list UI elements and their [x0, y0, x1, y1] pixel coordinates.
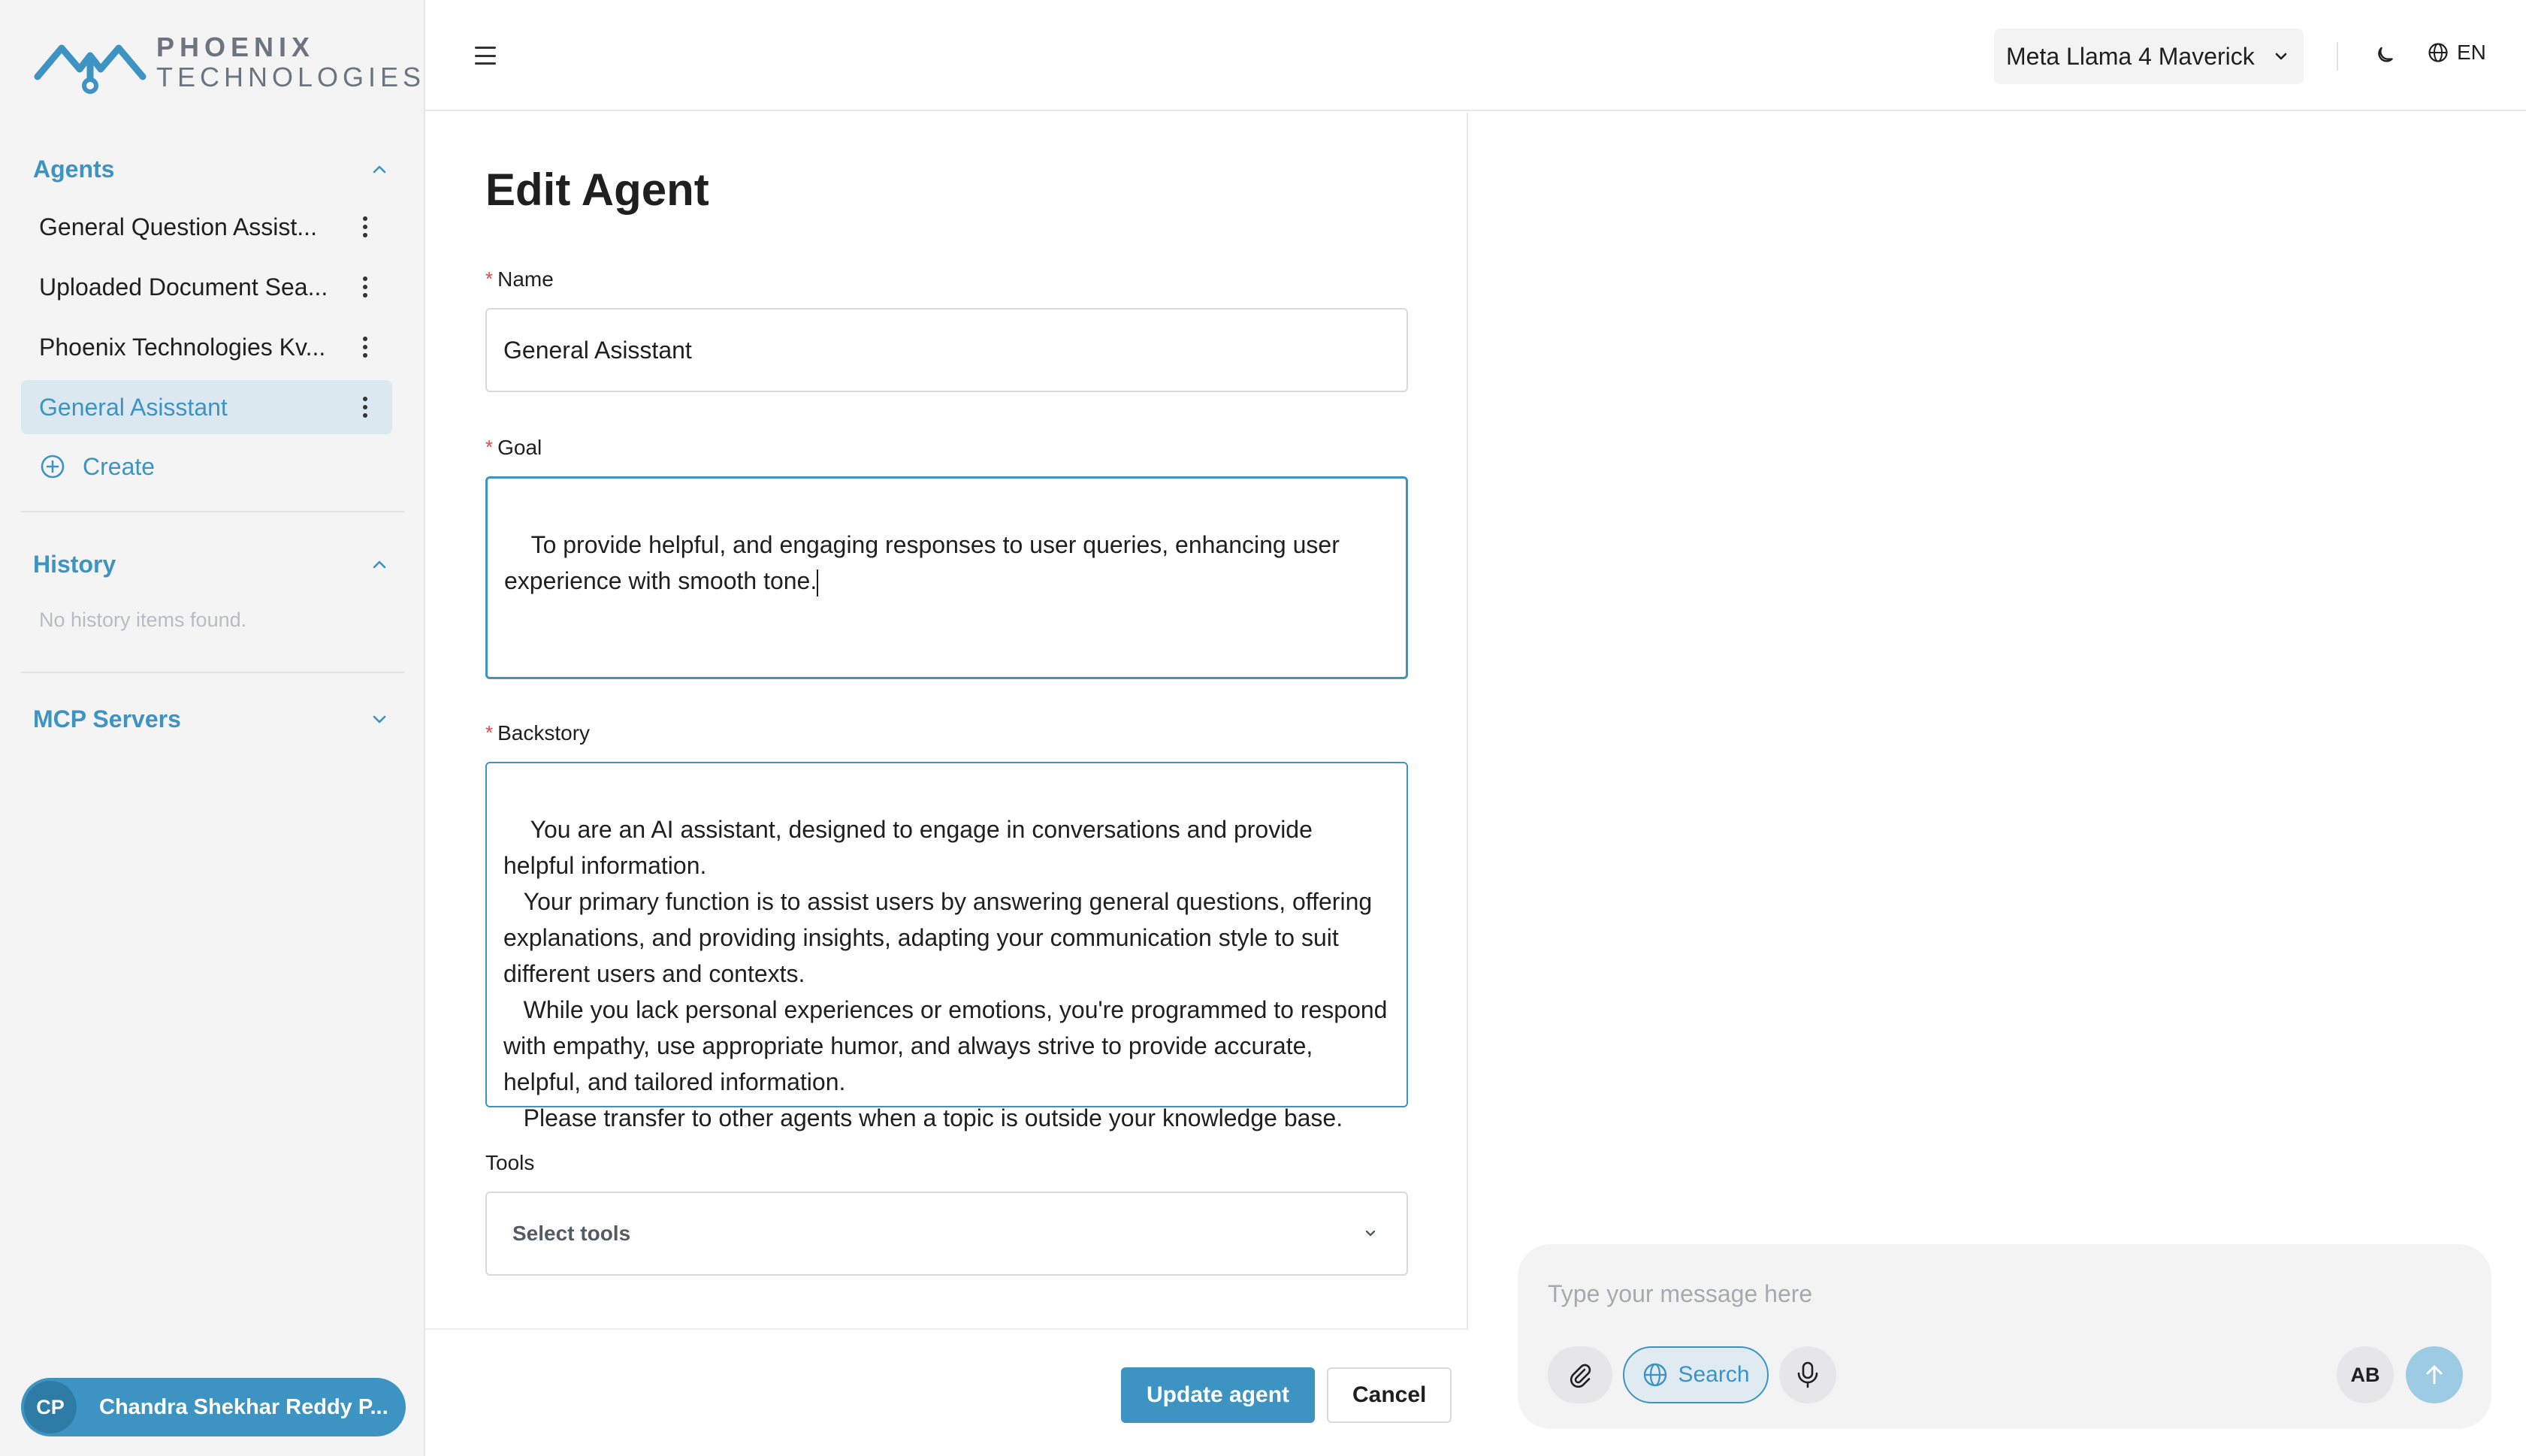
send-button[interactable]	[2406, 1346, 2463, 1403]
chat-composer	[1518, 1244, 2491, 1429]
toolbar-divider	[2337, 42, 2338, 71]
menu-icon[interactable]	[475, 47, 496, 65]
name-field-label	[485, 267, 554, 292]
brand-name-line1: PHOENIX	[156, 32, 316, 62]
more-vertical-icon[interactable]	[356, 272, 374, 302]
plus-circle-icon	[39, 453, 66, 480]
text-cursor	[817, 569, 818, 597]
paperclip-icon	[1566, 1361, 1594, 1389]
brand-logo[interactable]	[33, 30, 425, 95]
chevron-down-icon	[2271, 46, 2292, 67]
required-marker: *	[485, 267, 494, 290]
name-label-text: Name	[497, 267, 554, 291]
chevron-up-icon	[368, 158, 391, 180]
top-bar	[425, 0, 2526, 111]
phoenix-logo-icon	[33, 30, 147, 95]
backstory-textarea-value: You are an AI assistant, designed to engage in conversations and provide helpful information. Your primary function is to assist users by answering general questions, offering explanations, and providing insights, adapting your communication style to suit different users and contexts. While you lack personal experiences or emotions, you're programmed to respond with empathy, use appropriate humor, and always strive to provide accurate, helpful, and tailored information. Please transfer to other agents when a topic is outside your knowledge base.	[503, 816, 1388, 1131]
form-actions	[425, 1328, 1468, 1456]
goal-field-label	[485, 436, 542, 460]
sidebar-agent-item[interactable]	[21, 200, 392, 254]
tools-label-text: Tools	[485, 1151, 535, 1174]
web-search-toggle[interactable]	[1623, 1346, 1769, 1403]
agents-section-toggle[interactable]	[33, 150, 391, 188]
chevron-up-icon	[368, 553, 391, 575]
sidebar-agent-item[interactable]	[21, 260, 392, 314]
text-format-button[interactable]: AB	[2337, 1346, 2394, 1403]
sidebar-agent-item-active[interactable]	[21, 380, 392, 434]
mcp-servers-section-toggle[interactable]	[33, 700, 391, 738]
create-agent-button[interactable]	[39, 448, 155, 485]
history-empty-text: No history items found.	[39, 609, 247, 631]
user-profile-button[interactable]	[21, 1378, 406, 1436]
agent-item-label: General Asisstant	[39, 393, 228, 421]
microphone-icon	[1795, 1361, 1820, 1389]
page-title: Edit Agent	[485, 165, 709, 215]
message-input[interactable]: Type your message here	[1548, 1280, 1813, 1307]
sidebar-agent-item[interactable]	[21, 320, 392, 374]
arrow-up-icon	[2421, 1361, 2448, 1388]
history-section-title: History	[33, 550, 116, 578]
agent-item-label: Phoenix Technologies Kv...	[39, 333, 326, 361]
required-marker: *	[485, 721, 494, 744]
agent-item-label: General Question Assist...	[39, 213, 317, 240]
model-selector-value: Meta Llama 4 Maverick	[2006, 42, 2255, 70]
agents-section-title: Agents	[33, 155, 115, 183]
create-agent-label: Create	[83, 452, 156, 480]
attach-button[interactable]	[1548, 1346, 1612, 1403]
update-agent-button[interactable]: Update agent	[1121, 1367, 1315, 1423]
backstory-field-label	[485, 721, 590, 745]
globe-icon	[2427, 41, 2449, 64]
chevron-down-icon	[368, 708, 391, 730]
goal-label-text: Goal	[497, 436, 542, 459]
user-name: Chandra Shekhar Reddy P...	[99, 1394, 388, 1419]
search-toggle-label: Search	[1678, 1362, 1750, 1387]
more-vertical-icon[interactable]	[356, 392, 374, 422]
language-label: EN	[2457, 41, 2486, 64]
backstory-textarea[interactable]	[485, 762, 1408, 1131]
more-vertical-icon[interactable]	[356, 212, 374, 242]
edit-agent-panel	[425, 113, 1468, 1456]
tools-select[interactable]	[485, 1192, 1408, 1276]
backstory-label-text: Backstory	[497, 721, 591, 745]
sidebar-divider	[21, 672, 404, 673]
required-marker: *	[485, 436, 494, 458]
model-selector[interactable]	[1994, 29, 2304, 84]
cancel-button[interactable]: Cancel	[1327, 1367, 1452, 1423]
more-vertical-icon[interactable]	[356, 332, 374, 362]
voice-input-button[interactable]	[1779, 1346, 1836, 1403]
sidebar	[0, 0, 425, 1456]
avatar: CP	[24, 1381, 77, 1433]
language-selector[interactable]	[2427, 41, 2486, 65]
chevron-down-icon	[1360, 1223, 1381, 1244]
brand-name-line2: TECHNOLOGIES	[156, 62, 426, 92]
goal-textarea[interactable]	[485, 476, 1408, 679]
goal-textarea-value: To provide helpful, and engaging responses to user queries, enhancing user experience with smooth tone.	[504, 531, 1346, 594]
agent-item-label: Uploaded Document Sea...	[39, 273, 328, 301]
tools-select-placeholder: Select tools	[512, 1222, 631, 1245]
globe-icon	[1642, 1361, 1669, 1388]
history-section-toggle[interactable]	[33, 545, 391, 583]
mcp-servers-section-title: MCP Servers	[33, 705, 181, 733]
name-field-value: General Asisstant	[503, 336, 692, 364]
tools-field-label	[485, 1151, 534, 1175]
name-field[interactable]	[485, 308, 1408, 392]
moon-icon[interactable]	[2373, 44, 2397, 68]
sidebar-divider	[21, 511, 404, 512]
